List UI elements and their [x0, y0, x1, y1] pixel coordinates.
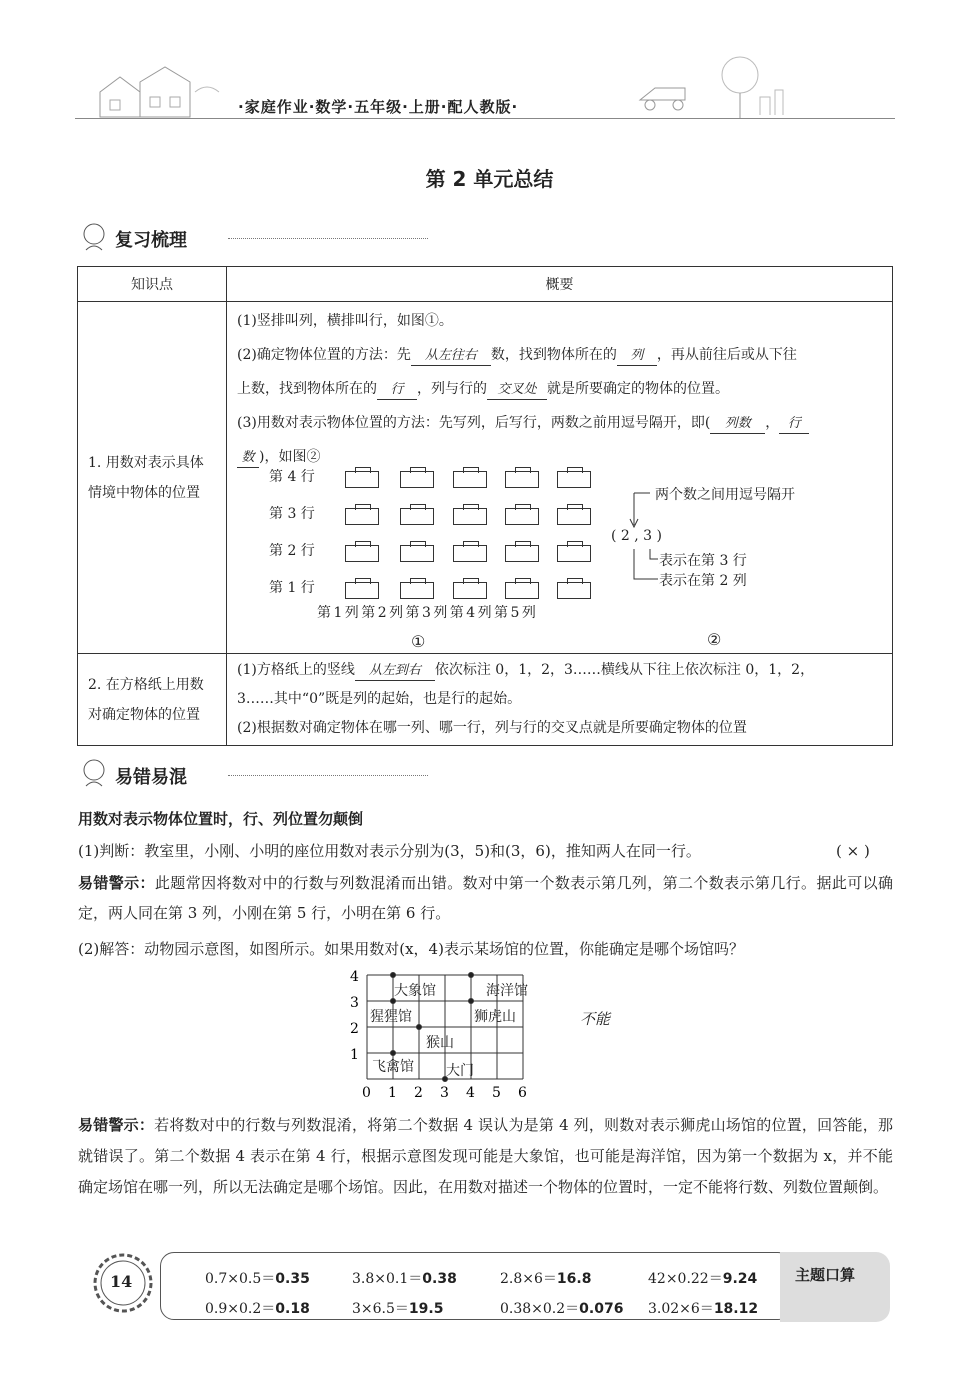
place-label: 海洋馆	[486, 983, 528, 999]
calc-question: 0.9×0.2＝	[205, 1301, 276, 1317]
calc-answer: 16.8	[556, 1271, 592, 1287]
answer-blank: 行	[779, 415, 809, 434]
calc-item	[500, 1268, 591, 1288]
calc-item	[205, 1298, 310, 1318]
answer-blank: 数	[237, 449, 259, 468]
seat-icon	[453, 471, 487, 488]
seat-icon	[400, 508, 434, 525]
place-label: 猩猩馆	[370, 1009, 412, 1025]
car-tree-illustration	[620, 55, 790, 120]
calc-question: 0.7×0.5＝	[205, 1271, 276, 1287]
seat-icon	[557, 508, 591, 525]
header-series: ·家庭作业·数学·五年级·上册·配人教版·	[238, 98, 519, 116]
section-review-heading: 复习梳理	[115, 230, 187, 251]
table-header-topic: 知识点	[78, 267, 227, 302]
text: ，再从前往后或从下往	[656, 347, 797, 363]
question-1: (1)判断：教室里，小刚、小明的座位用数对表示分别为(3，5)和(3，6)，推知两人在同一行。	[78, 842, 701, 860]
calc-item	[648, 1268, 757, 1288]
calc-answer: 0.38	[422, 1271, 457, 1287]
place-point	[391, 973, 396, 978]
seat-icon	[400, 471, 434, 488]
answer-blank: 交叉处	[487, 381, 547, 400]
seat-icon	[505, 545, 539, 562]
x-tick: 1	[388, 1085, 397, 1101]
place-point	[391, 1051, 396, 1056]
answer-blank: 从左往右	[411, 347, 491, 366]
text: (2)确定物体位置的方法：先	[237, 347, 411, 363]
calc-answer: 0.18	[275, 1301, 310, 1317]
place-point	[417, 1025, 422, 1030]
y-tick: 3	[350, 995, 359, 1011]
calc-item	[500, 1298, 623, 1318]
summary-table	[77, 266, 893, 746]
row-label: 第 4 行	[269, 469, 315, 485]
answer-blank: 列	[617, 347, 657, 366]
header-divider	[75, 118, 895, 119]
note-column: 表示在第 2 列	[659, 573, 747, 589]
text: )，如图②	[259, 449, 321, 465]
section-mistakes-heading: 易错易混	[115, 767, 187, 788]
answer-blank: 行	[377, 381, 417, 400]
page-title: 第 2 单元总结	[425, 167, 554, 191]
calc-label-box	[780, 1252, 890, 1322]
summary-1-line-1: (1)竖排叫列，横排叫行，如图①。	[237, 313, 453, 329]
mistake-heading: 用数对表示物体位置时，行、列位置勿颠倒	[78, 810, 364, 828]
seat-icon	[505, 582, 539, 599]
note-row: 表示在第 3 行	[659, 553, 747, 569]
answer-blank: 列数	[710, 415, 765, 434]
mascot-icon	[78, 756, 110, 790]
calc-question: 42×0.22＝	[648, 1271, 723, 1287]
seat-icon	[505, 471, 539, 488]
place-point	[469, 999, 474, 1004]
place-label: 飞禽馆	[372, 1059, 414, 1075]
row-label: 第 1 行	[269, 580, 315, 596]
text: 依次标注 0，1，2，3……横线从下往上依次标注 0，1，2，	[434, 662, 815, 678]
mascot-icon	[78, 220, 110, 254]
seat-icon	[453, 545, 487, 562]
house-illustration	[95, 62, 225, 120]
column-labels: 第 1 列 第 2 列 第 3 列 第 4 列 第 5 列	[317, 605, 536, 621]
calc-answer: 9.24	[722, 1271, 758, 1287]
calc-question: 3.8×0.1＝	[352, 1271, 423, 1287]
calc-answer: 0.35	[275, 1271, 310, 1287]
summary-2-line-3: (2)根据数对确定物体在哪一列、哪一行，列与行的交叉点就是所要确定物体的位置	[237, 720, 747, 736]
x-tick: 4	[466, 1085, 475, 1101]
place-label: 大门	[446, 1063, 474, 1079]
calc-answer: 0.076	[579, 1301, 624, 1317]
table-header-summary: 概要	[227, 267, 893, 302]
figure-2-label: ②	[707, 630, 722, 649]
calc-item	[352, 1298, 443, 1318]
seat-icon	[557, 582, 591, 599]
calc-answer: 19.5	[408, 1301, 444, 1317]
text: ，列与行的	[417, 381, 487, 397]
warning-1	[78, 868, 893, 928]
place-label: 猴山	[426, 1035, 454, 1051]
figure-1-label: ①	[411, 632, 426, 651]
text: ，	[765, 415, 780, 431]
x-tick: 3	[440, 1085, 449, 1101]
row-label: 第 2 行	[269, 543, 315, 559]
question-1-answer: ( × )	[836, 842, 870, 860]
calc-question: 0.38×0.2＝	[500, 1301, 580, 1317]
calc-answer: 18.12	[713, 1301, 759, 1317]
question-2-answer: 不能	[580, 1010, 611, 1028]
y-tick: 4	[350, 969, 359, 985]
y-tick: 2	[350, 1021, 359, 1037]
seat-icon	[557, 471, 591, 488]
zoo-map	[340, 965, 560, 1105]
calc-label: 主题口算	[795, 1266, 856, 1284]
calc-question: 3.02×6＝	[648, 1301, 714, 1317]
warning-label: 易错警示：	[78, 1116, 155, 1134]
warning-text: 若将数对中的行数与列数混淆，将第二个数据 4 误认为是第 4 列，则数对表示狮虎山场馆的位置，回答能，那就错误了。第二个数据 4 表示在第 4 行，根据示意图发现可能是大象馆，也可能是海洋馆，因为第一个数据为 x，并不能确定场馆在哪一列，所以无法确定是哪个场馆。因此，在用数对描述一个物体的位置时，一定不能将行数、列数位置颠倒。	[78, 1116, 893, 1196]
calc-question: 2.8×6＝	[500, 1271, 557, 1287]
summary-2-line-2: 3……其中“0”既是列的起始，也是行的起始。	[237, 691, 522, 707]
answer-blank: 从左到右	[355, 662, 435, 681]
question-2: (2)解答：动物园示意图，如图所示。如果用数对(x，4)表示某场馆的位置，你能确定是哪个场馆吗？	[78, 940, 744, 958]
text: 就是所要确定的物体的位置。	[547, 381, 729, 397]
seat-icon	[453, 582, 487, 599]
warning-label: 易错警示：	[78, 874, 155, 892]
seat-icon	[557, 545, 591, 562]
seat-icon	[345, 582, 379, 599]
warning-text: 此题常因将数对中的行数与列数混淆而出错。数对中第一个数表示第几列，第二个数表示第几行。据此可以确定，两人同在第 3 列，小刚在第 5 行，小明在第 6 行。	[78, 874, 893, 922]
summary-2	[227, 654, 893, 746]
calc-question: 3×6.5＝	[352, 1301, 409, 1317]
page-number: 14	[110, 1272, 133, 1291]
section-divider	[228, 238, 428, 239]
row-label: 第 3 行	[269, 506, 315, 522]
calc-item	[352, 1268, 457, 1288]
seat-icon	[453, 508, 487, 525]
note-comma: 两个数之间用逗号隔开	[655, 487, 795, 503]
place-point	[391, 999, 396, 1004]
topic-1: 1. 用数对表示具体情境中物体的位置	[78, 302, 227, 654]
pair-example: ( 2 , 3 )	[611, 528, 662, 544]
seat-icon	[345, 508, 379, 525]
place-label: 狮虎山	[474, 1009, 516, 1025]
seat-icon	[345, 545, 379, 562]
text: (1)方格纸上的竖线	[237, 662, 355, 678]
topic-2: 2. 在方格纸上用数对确定物体的位置	[78, 654, 227, 746]
x-tick: 0	[362, 1085, 371, 1101]
seat-icon	[505, 508, 539, 525]
text: (3)用数对表示物体位置的方法：先写列，后写行，两数之前用逗号隔开，即(	[237, 415, 711, 431]
text: 数，找到物体所在的	[490, 347, 617, 363]
x-tick: 5	[492, 1085, 501, 1101]
seat-icon	[400, 545, 434, 562]
y-tick: 1	[350, 1047, 359, 1063]
seat-icon	[345, 471, 379, 488]
calc-item	[205, 1268, 310, 1288]
warning-2	[78, 1110, 893, 1203]
place-label: 大象馆	[394, 983, 436, 999]
summary-1	[227, 302, 893, 654]
calc-item	[648, 1298, 758, 1318]
section-divider	[228, 775, 428, 776]
x-tick: 6	[518, 1085, 527, 1101]
text: 上数，找到物体所在的	[237, 381, 377, 397]
seat-icon	[400, 582, 434, 599]
x-tick: 2	[414, 1085, 423, 1101]
place-point	[469, 973, 474, 978]
